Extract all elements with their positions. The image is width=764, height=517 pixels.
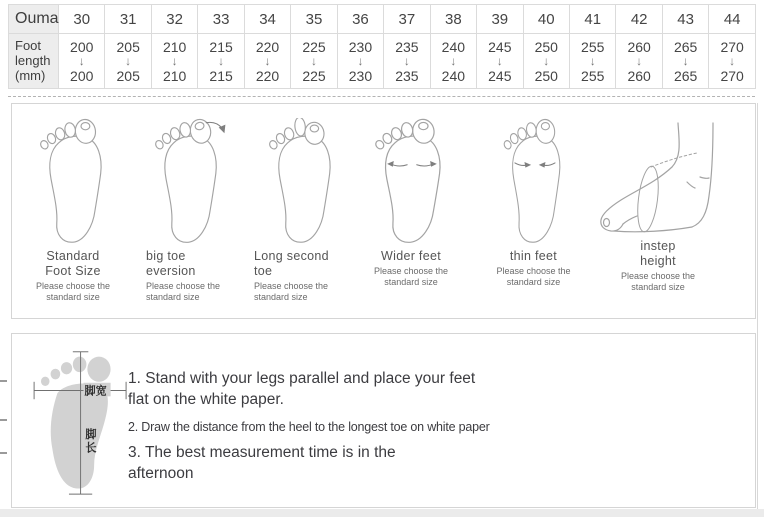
instep-height-foot-icon [594,120,722,236]
length-from: 245 [488,38,512,55]
size-cell: 37 [384,5,430,34]
length-to: 270 [720,67,744,84]
foot-type-note: Please choose the standard size [35,281,111,302]
step-3 [128,442,558,484]
step-1 [128,368,558,410]
length-from: 210 [162,38,187,55]
left-edge-tick [0,452,7,454]
down-arrow-icon: ↓ [403,53,410,68]
foot-type-note: Please choose the standard size [620,271,696,292]
down-arrow-icon: ↓ [682,53,689,68]
length-to: 255 [581,67,605,84]
length-cell [337,34,383,89]
length-to: 240 [441,67,466,84]
length-from: 250 [534,38,558,55]
down-arrow-icon: ↓ [125,53,132,68]
length-to: 220 [255,67,280,84]
right-edge-line [757,103,758,509]
foot-width-label: 脚宽 [84,385,107,398]
length-cell [244,34,290,89]
length-row [9,34,756,89]
length-from: 240 [441,38,466,55]
down-arrow-icon: ↓ [264,53,271,68]
down-arrow-icon: ↓ [218,53,225,68]
standard-foot-icon [31,118,115,246]
length-to: 210 [162,67,187,84]
size-cell: 39 [477,5,523,34]
length-from: 265 [673,38,698,55]
down-arrow-icon: ↓ [78,53,85,68]
long-second-toe-foot-icon [260,118,344,246]
size-cell: 41 [569,5,615,34]
size-cell: 30 [59,5,105,34]
size-cell: 33 [198,5,244,34]
length-to: 215 [209,67,233,84]
foot-type-note: Please choose the standard size [254,281,329,302]
length-from: 220 [255,38,280,55]
footprint-measure-icon [32,345,134,498]
length-to: 230 [348,67,373,84]
length-to: 205 [116,67,140,84]
length-to: 265 [673,67,698,84]
length-from: 230 [348,38,373,55]
length-cell [709,34,756,89]
foot-types-panel [11,103,756,319]
thin-feet-icon [492,118,576,246]
length-from: 270 [720,38,744,55]
foot-type-standard [22,104,124,302]
length-cell [151,34,197,89]
length-from: 205 [116,38,140,55]
length-from: 255 [581,38,605,55]
size-table [8,4,756,89]
length-to: 225 [302,67,326,84]
down-arrow-icon: ↓ [171,53,178,68]
step-3-line-2: afternoon [128,465,194,482]
length-cell [291,34,337,89]
length-cell [59,34,105,89]
measurement-steps [128,368,558,484]
down-arrow-icon: ↓ [310,53,317,68]
foot-type-note: Please choose the standard size [496,266,571,287]
big-toe-eversion-foot-icon [146,118,234,246]
length-to: 200 [70,67,94,84]
foot-type-thin-feet [486,104,581,287]
down-arrow-icon: ↓ [543,53,550,68]
down-arrow-icon: ↓ [496,53,503,68]
down-arrow-icon: ↓ [357,53,364,68]
size-cell: 40 [523,5,569,34]
size-cell: 42 [616,5,662,34]
length-cell [105,34,151,89]
foot-type-label: Standard Foot Size [45,249,101,278]
bottom-gray-strip [0,509,764,517]
dashed-divider [8,96,755,97]
size-row [9,5,756,34]
foot-type-label: instep height [640,239,676,268]
length-cell [430,34,476,89]
down-arrow-icon: ↓ [636,53,643,68]
foot-type-long-second-toe [254,104,350,302]
size-cell: 34 [244,5,290,34]
length-from: 200 [70,38,94,55]
foot-type-big-toe-eversion [146,104,238,302]
size-cell: 35 [291,5,337,34]
measurement-guide-panel [11,333,756,508]
size-cell: 44 [709,5,756,34]
foot-type-instep-height [586,104,730,292]
length-from: 260 [627,38,651,55]
length-cell [384,34,430,89]
length-from: 235 [395,38,419,55]
length-from: 215 [209,38,233,55]
length-cell [198,34,244,89]
length-to: 245 [488,67,512,84]
step-2: 2. Draw the distance from the heel to the longest toe on white paper [128,420,490,434]
size-cell: 43 [662,5,708,34]
step-3-line-1: 3. The best measurement time is in the [128,444,396,461]
foot-type-label: Wider feet [381,249,441,263]
down-arrow-icon: ↓ [589,53,596,68]
foot-type-note: Please choose the standard size [373,266,449,287]
length-to: 260 [627,67,651,84]
length-to: 235 [395,67,419,84]
foot-length-label-char2: 长 [85,442,97,455]
down-arrow-icon: ↓ [450,53,457,68]
foot-length-label-char1: 脚 [85,428,97,441]
foot-type-label: thin feet [509,249,558,263]
length-cell [477,34,523,89]
size-cell: 32 [151,5,197,34]
length-cell [523,34,569,89]
foot-type-wider-feet [364,104,458,287]
foot-type-label: big toe eversion [146,249,196,278]
left-edge-tick [0,419,7,421]
foot-type-label: Long second toe [254,249,329,278]
size-cell: 36 [337,5,383,34]
size-cell: 31 [105,5,151,34]
step-1-line-2: flat on the white paper. [128,391,284,408]
step-1-line-1: 1. Stand with your legs parallel and place your feet [128,370,476,387]
size-row-label: Ouma [9,5,59,34]
down-arrow-icon: ↓ [729,53,736,68]
length-from: 225 [302,38,326,55]
length-cell [616,34,662,89]
foot-type-note: Please choose the standard size [146,281,221,302]
left-edge-tick [0,380,7,382]
length-row-label: Foot length (mm) [9,34,59,89]
length-cell [569,34,615,89]
size-cell: 38 [430,5,476,34]
wider-feet-icon [367,118,455,246]
length-cell [662,34,708,89]
length-to: 250 [534,67,558,84]
